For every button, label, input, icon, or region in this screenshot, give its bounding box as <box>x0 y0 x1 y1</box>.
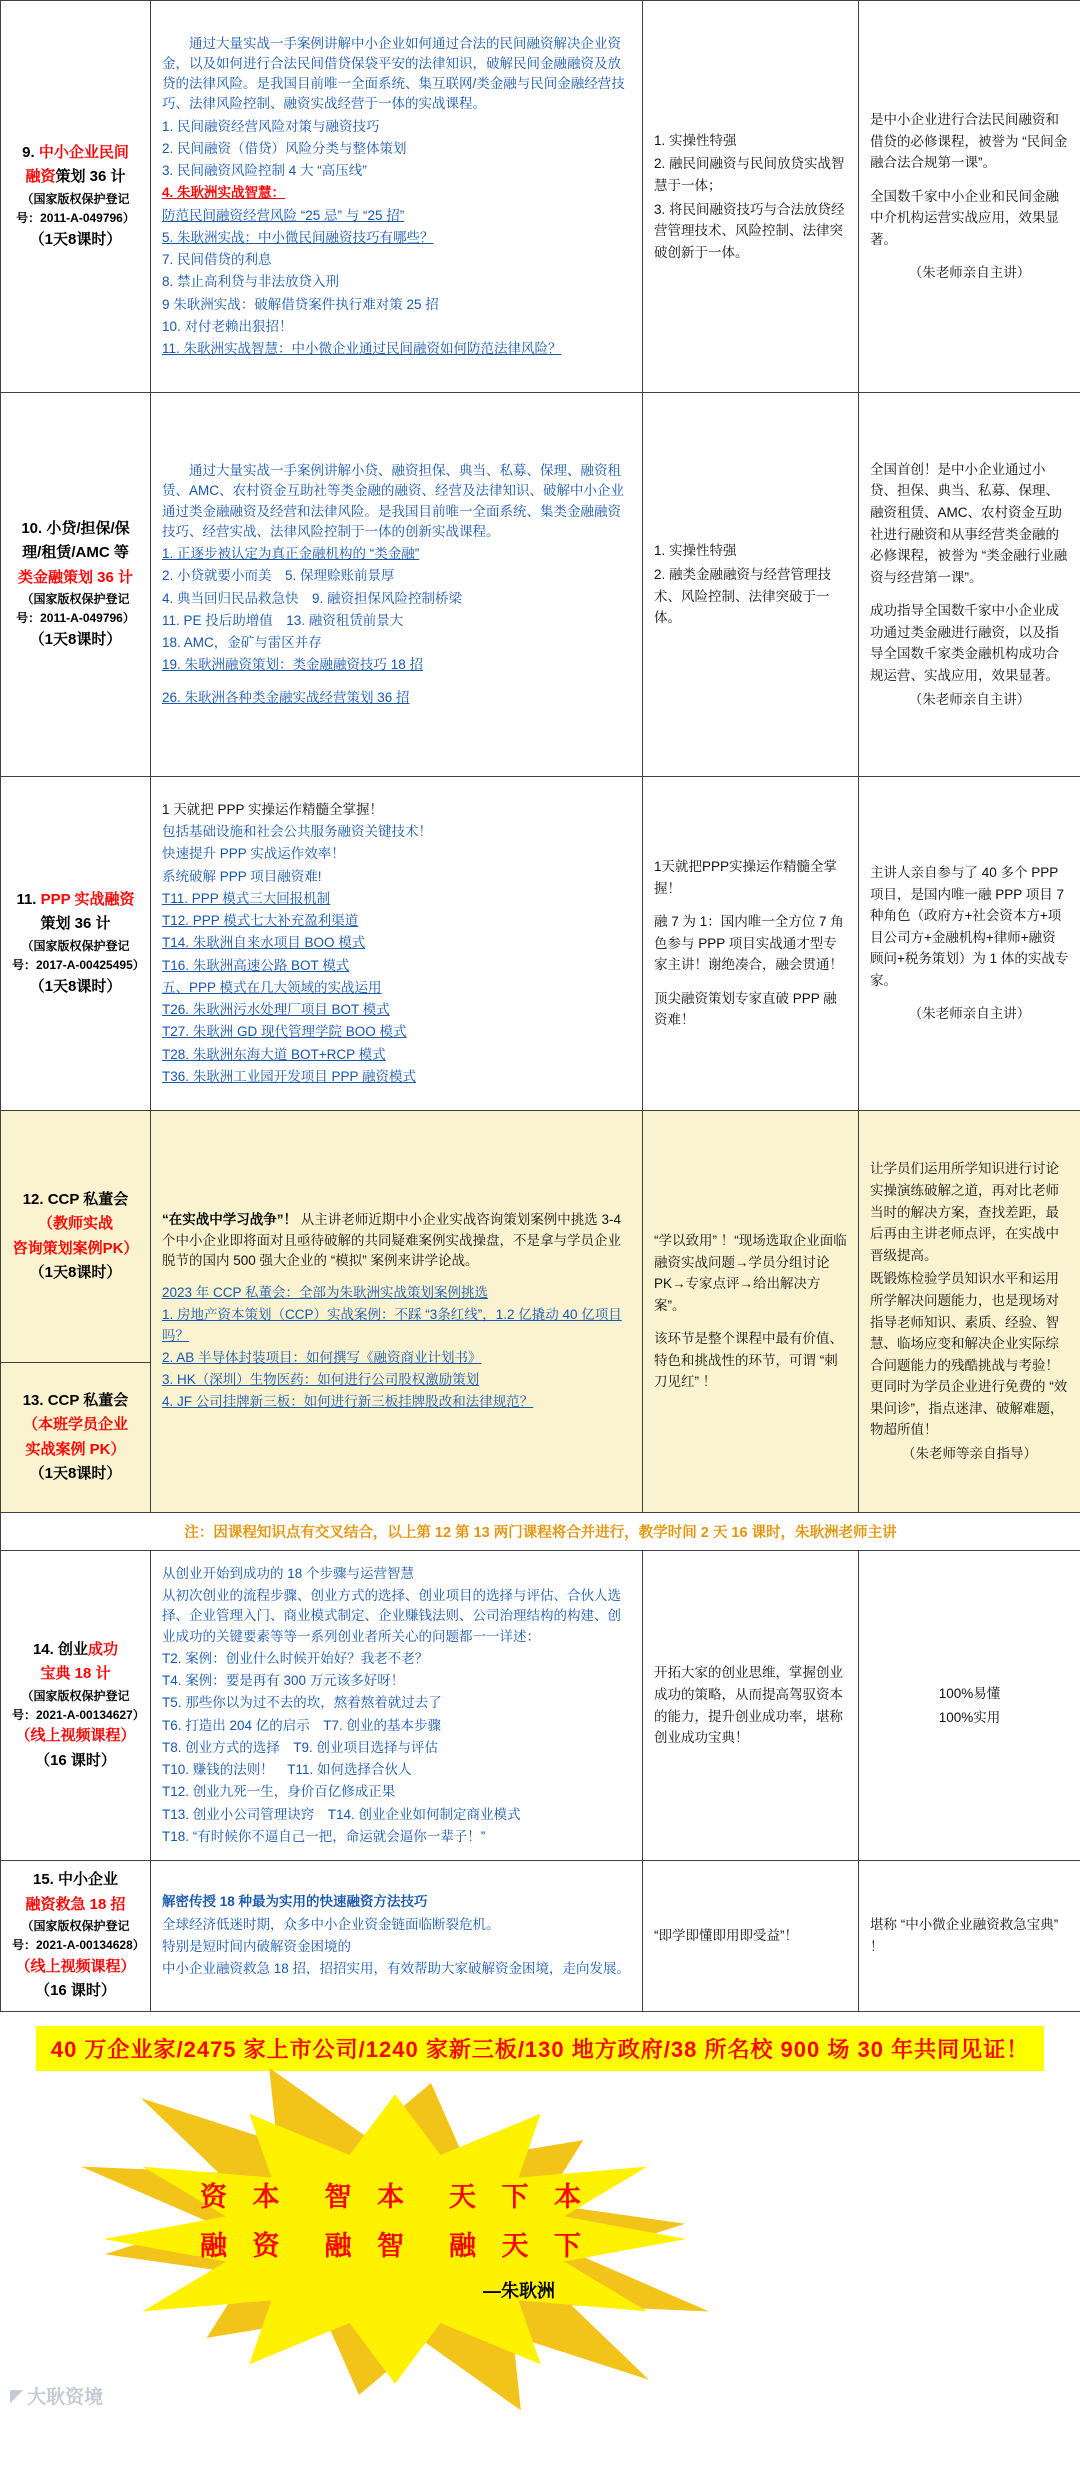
text-line: 3. 将民间融资技巧与合法放贷经营管理技术、风险控制、法律突破创新于一体。 <box>654 199 847 264</box>
finale-starburst <box>85 2085 705 2393</box>
text-line: 号：2021-A-00134628） <box>12 1937 139 1954</box>
text-line: 号：2011-A-049796） <box>12 210 139 227</box>
course-14-remarks-cell <box>859 1551 1080 1861</box>
text-line: 是中小企业进行合法民间融资和借贷的必修课程，被誉为 “民间金融合法合规第一课”。 <box>870 109 1069 174</box>
text-line: 13. CCP 私董会 <box>12 1390 139 1413</box>
merge-note-cell <box>1 1513 1080 1551</box>
course-15-title-cell <box>1 1861 151 2012</box>
text-line: T11. PPP 模式三大回报机制 <box>162 889 631 909</box>
text-line: 全国首创！是中小企业通过小贷、担保、典当、私募、保理、融资租赁、AMC、农村资金互助社进行融资和从事经营类金融的必修课程，被誉为 “类金融行业融资与经营第一课”。 <box>870 459 1069 589</box>
text-line: T26. 朱耿洲污水处理厂项目 BOT 模式 <box>162 1000 631 1020</box>
course-row-14 <box>1 1551 1080 1861</box>
text-line: （1天8课时） <box>12 976 139 999</box>
course-12-13-features-cell <box>643 1111 859 1513</box>
text-line: T13. 创业小公司管理诀窍 T14. 创业企业如何制定商业模式 <box>162 1805 631 1825</box>
text-line: 1天就把PPP实操运作精髓全掌握！ <box>654 856 847 899</box>
text-line: T18. “有时候你不逼自己一把，命运就会逼你一辈子！” <box>162 1827 631 1847</box>
text-line: （1天8课时） <box>12 1262 139 1285</box>
text-line: 堪称 “中小微企业融资救急宝典” ！ <box>870 1914 1069 1957</box>
text-line: 26. 朱耿洲各种类金融实战经营策划 36 招 <box>162 688 631 708</box>
course-12-13-content-cell <box>151 1111 643 1513</box>
text-line: T16. 朱耿洲高速公路 BOT 模式 <box>162 956 631 976</box>
text-segment: 中小企业民间 <box>39 144 129 161</box>
text-segment: 从主讲老师近期中小企业实战咨询策划案例中挑选 3-4 个中小企业即将面对且亟待破解的共同疑难案例实战操盘，不是拿与学员企业脱节的国内 500 强大企业的 “模拟” 案例来讲学论战。 <box>162 1212 621 1268</box>
text-line: T14. 朱耿洲自来水项目 BOO 模式 <box>162 933 631 953</box>
finale-slogan <box>85 2085 705 2393</box>
text-line: 融资救急 18 招 <box>12 1894 139 1917</box>
text-line: 类金融策划 36 计 <box>12 567 139 590</box>
text-line: 9 朱耿洲实战：破解借贷案件执行难对策 25 招 <box>162 295 631 315</box>
text-line: （国家版权保护登记 <box>12 938 139 955</box>
course-15-content-cell <box>151 1861 643 2012</box>
text-line: 顶尖融资策划专家直破 PPP 融资难！ <box>654 988 847 1031</box>
course-15-remarks-cell <box>859 1861 1080 2012</box>
text-line: 10. 对付老赖出狠招！ <box>162 317 631 337</box>
text-line <box>12 889 139 912</box>
text-line: 3. HK（深圳）生物医药：如何进行公司股权激励策划 <box>162 1370 631 1390</box>
text-segment: 11. <box>16 891 40 908</box>
text-line: （教师实战 <box>12 1213 139 1236</box>
text-line: 特别是短时间内破解资金困境的 <box>162 1937 631 1957</box>
text-line: 既锻炼检验学员知识水平和运用所学解决问题能力，也是现场对指导老师知识、素质、经验、智慧、临场应变和解决企业实际综合问题能力的残酷挑战与考验！更同时为学员企业进行免费的 “效果问诊”，指点迷津、破解难题，物超所值！ <box>870 1268 1069 1441</box>
text-line: 1. 实操性特强 <box>654 130 847 152</box>
text-line: 宝典 18 计 <box>12 1663 139 1686</box>
text-line: 融 7 为 1：国内唯一全方位 7 角色参与 PPP 项目实战通才型专家主讲！谢绝凑合，融会贯通！ <box>654 911 847 976</box>
text-line: T6. 打造出 204 亿的启示 T7. 创业的基本步骤 <box>162 1716 631 1736</box>
text-line: 号：2021-A-00134627） <box>12 1707 139 1724</box>
text-line <box>12 166 139 189</box>
text-line: 2. 融民间融资与民间放贷实战智慧于一体； <box>654 153 847 196</box>
course-9-content-cell <box>151 1 643 393</box>
text-segment: PPP 实战融资 <box>41 891 135 908</box>
watermark-logo-icon: ◤ <box>10 2386 23 2406</box>
text-line: （朱老师等亲自指导） <box>870 1443 1069 1465</box>
text-line: 解密传授 18 种最为实用的快速融资方法技巧 <box>162 1892 631 1912</box>
text-line: 15. 中小企业 <box>12 1869 139 1892</box>
text-line: 策划 36 计 <box>12 913 139 936</box>
text-segment: 14. 创业 <box>33 1641 88 1658</box>
text-line: 让学员们运用所学知识进行讨论实操演练破解之道，再对比老师当时的解决方案，查找差距，最后再由主讲老师点评，在实战中晋级提高。 <box>870 1158 1069 1266</box>
text-line: T2. 案例：创业什么时候开始好？我老不老？ <box>162 1649 631 1669</box>
course-row-10 <box>1 393 1080 777</box>
text-line: （1天8课时） <box>12 229 139 252</box>
text-line: （国家版权保护登记 <box>12 591 139 608</box>
course-13-title-cell <box>1 1363 151 1513</box>
text-line: “学以致用” ！“现场选取企业面临融资实战问题→学员分组讨论 PK→专家点评→给出解决方案”。 <box>654 1230 847 1316</box>
text-line: 2. AB 半导体封装项目：如何撰写《融资商业计划书》 <box>162 1348 631 1368</box>
text-segment: 融资 <box>25 168 55 185</box>
text-line: 10. 小贷/担保/保 <box>12 518 139 541</box>
course-10-content-cell <box>151 393 643 777</box>
text-line: （1天8课时） <box>12 629 139 652</box>
text-line: 12. CCP 私董会 <box>12 1189 139 1212</box>
text-line: （线上视频课程） <box>12 1725 139 1748</box>
text-line: 2023 年 CCP 私董会：全部为朱耿洲实战策划案例挑选 <box>162 1283 631 1303</box>
text-line: 1. 正逐步被认定为真正金融机构的 “类金融” <box>162 544 631 564</box>
text-line: （朱老师亲自主讲） <box>870 262 1069 284</box>
slogan-signature: —朱耿洲 <box>483 2277 555 2303</box>
text-line: 4. 朱耿洲实战智慧： <box>162 183 631 203</box>
text-line: T36. 朱耿洲工业园开发项目 PPP 融资模式 <box>162 1067 631 1087</box>
text-line: T5. 那些你以为过不去的坎，熬着熬着就过去了 <box>162 1693 631 1713</box>
text-line: 2. 小贷就要小而美 5. 保理赊账前景厚 <box>162 566 631 586</box>
text-line: （朱老师亲自主讲） <box>870 689 1069 711</box>
text-line: T10. 赚钱的法则！ T11. 如何选择合伙人 <box>162 1760 631 1780</box>
course-9-remarks-cell <box>859 1 1080 393</box>
course-12-13-remarks-cell <box>859 1111 1080 1513</box>
text-line: 号：2017-A-00425495） <box>12 957 139 974</box>
text-line: 开拓大家的创业思维，掌握创业成功的策略，从而提高驾驭资本的能力，提升创业成功率，堪称创业成功宝典！ <box>654 1662 847 1748</box>
text-line: 1. 民间融资经营风险对策与融资技巧 <box>162 117 631 137</box>
text-line: 实战案例 PK） <box>12 1439 139 1462</box>
text-line: 包括基础设施和社会公共服务融资关键技术！ <box>162 822 631 842</box>
text-line: 2. 融类金融融资与经营管理技术、风险控制、法律突破于一体。 <box>654 564 847 629</box>
text-line: 该环节是整个课程中最有价值、特色和挑战性的环节，可谓 “刺刀见红” ！ <box>654 1328 847 1393</box>
text-line: 全球经济低迷时期，众多中小企业资金链面临断裂危机。 <box>162 1915 631 1935</box>
text-line: T28. 朱耿洲东海大道 BOT+RCP 模式 <box>162 1045 631 1065</box>
text-line: 成功指导全国数千家中小企业成功通过类金融进行融资，以及指导全国数千家类金融机构成功合规运营、实战应用，效果显著。 <box>870 600 1069 686</box>
course-11-features-cell <box>643 777 859 1111</box>
text-line: T12. PPP 模式七大补充盈利渠道 <box>162 911 631 931</box>
course-15-features-cell <box>643 1861 859 2012</box>
text-line: T12. 创业九死一生，身价百亿修成正果 <box>162 1782 631 1802</box>
text-line: T27. 朱耿洲 GD 现代管理学院 BOO 模式 <box>162 1022 631 1042</box>
text-line: 通过大量实战一手案例讲解小贷、融资担保、典当、私募、保理、融资租赁、AMC、农村资金互助社等类金融的融资、经营及法律知识、破解中小企业通过类金融融资及经营和法律风险。是我国目前唯一全面系统、集类金融融资技巧、经营实战、法律风险控制于一体的创新实战课程。 <box>162 461 631 542</box>
text-line: （国家版权保护登记 <box>12 191 139 208</box>
text-line: T4. 案例：要是再有 300 万元该多好呀！ <box>162 1671 631 1691</box>
text-line: T8. 创业方式的选择 T9. 创业项目选择与评估 <box>162 1738 631 1758</box>
text-line: 从初次创业的流程步骤、创业方式的选择、创业项目的选择与评估、合伙人选择、企业管理入门、商业模式制定、企业赚钱法则、公司治理结构的构建、创业成功的关键要素等等一系列创业者所关心的问题都一一详述： <box>162 1586 631 1647</box>
text-line: 7. 民间借贷的利息 <box>162 250 631 270</box>
text-line <box>12 1639 139 1662</box>
text-line: 19. 朱耿洲融资策划：类金融融资技巧 18 招 <box>162 655 631 675</box>
watermark <box>10 2382 103 2409</box>
course-11-title-cell <box>1 777 151 1111</box>
text-line: 4. JF 公司挂牌新三板：如何进行新三板挂牌股改和法律规范？ <box>162 1392 631 1412</box>
text-line: 从创业开始到成功的 18 个步骤与运营智慧 <box>162 1564 631 1584</box>
text-line: （本班学员企业 <box>12 1414 139 1437</box>
text-line: （国家版权保护登记 <box>12 1918 139 1935</box>
text-line: （线上视频课程） <box>12 1956 139 1979</box>
text-line: 快速提升 PPP 实战运作效率！ <box>162 844 631 864</box>
text-line: 全国数千家中小企业和民间金融中介机构运营实战应用，效果显著。 <box>870 186 1069 251</box>
text-line: 防范民间融资经营风险 “25 忌” 与 “25 招” <box>162 206 631 226</box>
course-row-9 <box>1 1 1080 393</box>
watermark-text: 大耿资境 <box>27 2382 103 2409</box>
text-line: 18. AMC，金矿与雷区并存 <box>162 633 631 653</box>
text-line: 2. 民间融资（借贷）风险分类与整体策划 <box>162 139 631 159</box>
text-segment: 9. <box>22 144 39 161</box>
text-segment: 成功 <box>88 1641 118 1658</box>
course-9-title-cell <box>1 1 151 393</box>
text-line: 1 天就把 PPP 实操运作精髓全掌握！ <box>162 800 631 820</box>
course-row-11 <box>1 777 1080 1111</box>
text-line <box>12 142 139 165</box>
text-line: （朱老师亲自主讲） <box>870 1003 1069 1025</box>
text-line <box>162 1210 631 1271</box>
text-line: 3. 民间融资风险控制 4 大 “高压线” <box>162 161 631 181</box>
course-10-features-cell <box>643 393 859 777</box>
slogan-line-1: 资 本 智 本 天 下 本 <box>200 2175 590 2214</box>
merge-note-row <box>1 1513 1080 1551</box>
course-10-remarks-cell <box>859 393 1080 777</box>
text-line: （国家版权保护登记 <box>12 1688 139 1705</box>
course-12-title-cell <box>1 1111 151 1363</box>
text-line: 4. 典当回归民品救急快 9. 融资担保风险控制桥梁 <box>162 589 631 609</box>
text-line: 五、PPP 模式在几大领域的实战运用 <box>162 978 631 998</box>
course-14-content-cell <box>151 1551 643 1861</box>
text-line: 主讲人亲自参与了 40 多个 PPP 项目，是国内唯一融 PPP 项目 7 种角色（政府方+社会资本方+项目公司方+金融机构+律师+融资顾问+税务策划）为 1 体的实战专家。 <box>870 862 1069 992</box>
text-line: 号：2011-A-049796） <box>12 610 139 627</box>
text-line: 100%易懂 <box>870 1683 1069 1705</box>
text-line: （1天8课时） <box>12 1463 139 1486</box>
text-line: 5. 朱耿洲实战：中小微民间融资技巧有哪些？ <box>162 228 631 248</box>
text-line: 11. 朱耿洲实战智慧：中小微企业通过民间融资如何防范法律风险？ <box>162 339 631 359</box>
text-line: 1. 实操性特强 <box>654 540 847 562</box>
text-line: 咨询策划案例PK） <box>12 1238 139 1261</box>
text-line: 理/租赁/AMC 等 <box>12 542 139 565</box>
course-14-features-cell <box>643 1551 859 1861</box>
course-14-title-cell <box>1 1551 151 1861</box>
text-line: “即学即懂即用即受益”！ <box>654 1925 847 1947</box>
text-line: 8. 禁止高利贷与非法放贷入刑 <box>162 272 631 292</box>
merge-note-text: 注：因课程知识点有交叉结合，以上第 12 第 13 两门课程将合并进行，教学时间 2 天 16 课时，朱耿洲老师主讲 <box>12 1521 1069 1542</box>
text-line: 通过大量实战一手案例讲解中小企业如何通过合法的民间融资解决企业资金，以及如何进行合法民间借贷保袋平安的法律知识，破解民间金融融资及放贷的法律风险。是我国目前唯一全面系统、集互联网/类金融与民间金融经营技巧、法律风险控制、融资实战经营于一体的实战课程。 <box>162 34 631 115</box>
text-line: 100%实用 <box>870 1707 1069 1729</box>
course-9-features-cell <box>643 1 859 393</box>
course-11-remarks-cell <box>859 777 1080 1111</box>
witness-banner: 40 万企业家/2475 家上市公司/1240 家新三板/130 地方政府/38 所名校 900 场 30 年共同见证！ <box>36 2026 1044 2071</box>
text-line: （16 课时） <box>12 1750 139 1773</box>
course-10-title-cell <box>1 393 151 777</box>
text-line: 11. PE 投后助增值 13. 融资租赁前景大 <box>162 611 631 631</box>
text-line: 中小企业融资救急 18 招，招招实用，有效帮助大家破解资金困境，走向发展。 <box>162 1959 631 1979</box>
course-11-content-cell <box>151 777 643 1111</box>
course-row-15 <box>1 1861 1080 2012</box>
slogan-line-2: 融 资 融 智 融 天 下 <box>200 2224 590 2263</box>
text-line: 系统破解 PPP 项目融资难! <box>162 867 631 887</box>
course-row-12 <box>1 1111 1080 1363</box>
text-segment: “在实战中学习战争”！ <box>162 1212 301 1227</box>
text-line: （16 课时） <box>12 1980 139 2003</box>
text-segment: 策划 36 计 <box>55 168 125 185</box>
text-line: 1. 房地产资本策划（CCP）实战案例：不踩 “3条红线”，1.2 亿撬动 40 亿项目吗？ <box>162 1305 631 1346</box>
